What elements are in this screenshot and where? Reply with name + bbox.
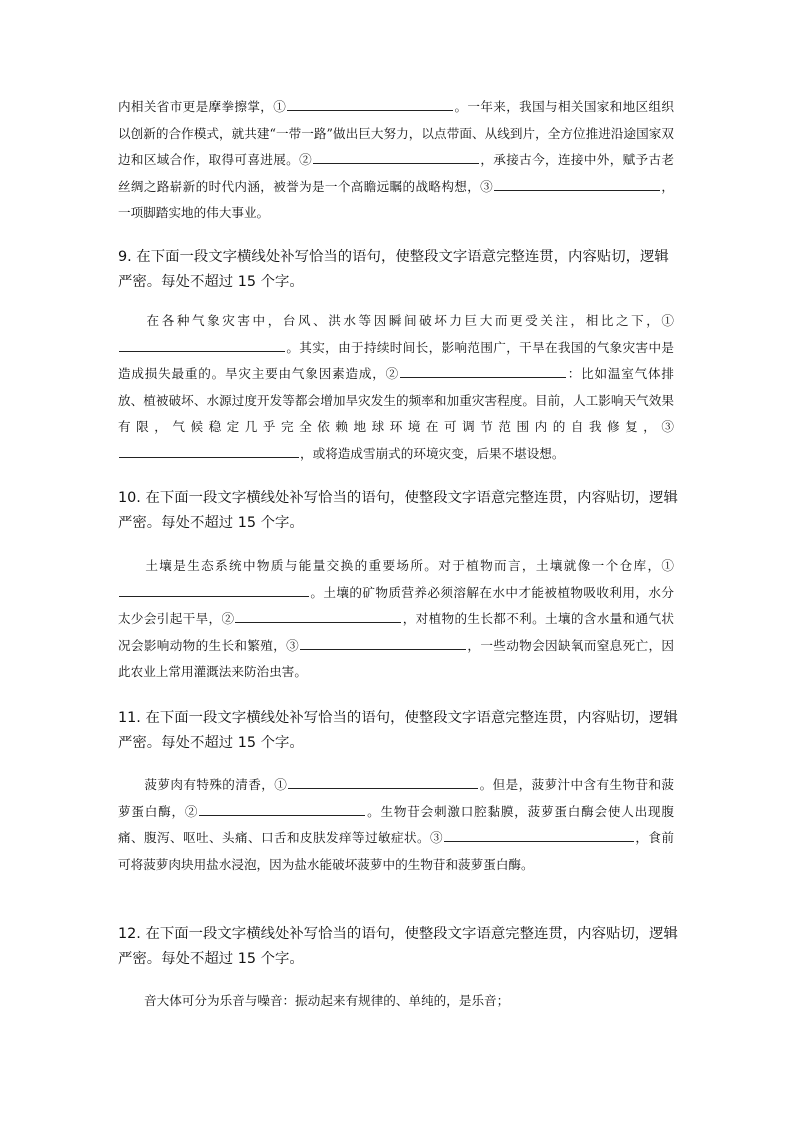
- blank-marker: ①: [274, 777, 288, 792]
- answer-blank-2[interactable]: [235, 607, 401, 623]
- blank-marker: ①: [661, 313, 674, 328]
- question-9-passage: [118, 308, 674, 468]
- passage-text: ：比如温室气体排放、植被破坏、水源过度开发等都会增加旱灾发生的频率和加重灾害程度。目前，人工影响天气效果有限，气候稳定几乎完全依赖地球环境在可调节范围内的自我修复，: [118, 366, 675, 435]
- passage-text: ，或将造成雪崩式的环境灾变，后果不堪设想。: [300, 445, 565, 461]
- passage-8-continuation: [118, 94, 674, 227]
- passage-text: 。土壤的矿物质营养必须溶解在水中才能被植物吸收利用，水分太少会引起干旱，: [118, 584, 674, 627]
- passage-text: ，食前可将菠萝肉块用盐水浸泡，因为盐水能破坏菠萝中的生物苷和菠萝蛋白酶。: [118, 830, 674, 872]
- answer-blank-2[interactable]: [313, 148, 479, 164]
- question-10-passage: [118, 553, 674, 686]
- question-11-title: 11. 在下面一段文字横线处补写恰当的语句，使整段文字语意完整连贯，内容贴切，逻辑严密。每处不超过 15 个字。: [118, 710, 678, 751]
- blank-marker: ③: [430, 830, 443, 846]
- question-10-title: 10. 在下面一段文字横线处补写恰当的语句，使整段文字语意完整连贯，内容贴切，逻辑严密。每处不超过 15 个字。: [118, 490, 678, 531]
- blank-marker: ③: [661, 419, 674, 435]
- passage-text: ，承接古今，连接中外，赋予古老丝绸之路崭新的时代内涵，被誉为是一个高瞻远瞩的战略构想，: [118, 152, 675, 194]
- answer-blank-1[interactable]: [287, 95, 453, 111]
- passage-text: 在各种气象灾害中，台风、洪水等因瞬间破坏力巨大而更受关注，相比之下，: [144, 313, 662, 328]
- passage-text: 音大体可分为乐音与噪音：振动起来有规律的、单纯的，是乐音；: [144, 993, 510, 1008]
- passage-text: ，一项脚踏实地的伟大事业。: [118, 178, 675, 221]
- passage-text: ，对植物的生长都不利。土壤的含水量和通气状况会影响动物的生长和繁殖，: [118, 611, 675, 653]
- answer-blank-3[interactable]: [444, 826, 634, 842]
- blank-marker: ①: [661, 558, 674, 573]
- passage-text: 。生物苷会刺激口腔黏膜，菠萝蛋白酶会使人出现腹痛、腹泻、呕吐、头痛、口舌和皮肤发痒等过敏症状。: [118, 803, 675, 846]
- passage-text: 。其实，由于持续时间长，影响范围广，干旱在我国的气象灾害中是造成损失最重的。旱灾主要由气象因素造成，: [118, 339, 674, 382]
- answer-blank-3[interactable]: [119, 442, 299, 458]
- passage-text: 。一年来，我国与相关国家和地区组织以创新的合作模式，就共建“一带一路”做出巨大努力，以点带面、从线到片，全方位推进沿途国家双边和区域合作，取得可喜进展。: [118, 99, 675, 168]
- answer-blank-1[interactable]: [288, 773, 478, 789]
- answer-blank-2[interactable]: [199, 800, 365, 816]
- question-12-title: 12. 在下面一段文字横线处补写恰当的语句，使整段文字语意完整连贯，内容贴切，逻辑严密。每处不超过 15 个字。: [118, 926, 678, 967]
- passage-text: 。但是，菠萝汁中含有生物苷和菠萝蛋白酶，: [118, 777, 675, 819]
- blank-marker: ②: [184, 803, 199, 819]
- question-9-title: 9. 在下面一段文字横线处补写恰当的语句，使整段文字语意完整连贯，内容贴切，逻辑严密。每处不超过 15 个字。: [118, 249, 669, 290]
- blank-marker: ②: [385, 366, 399, 382]
- answer-blank-3[interactable]: [494, 175, 660, 191]
- answer-blank-2[interactable]: [400, 362, 566, 378]
- question-11-passage: [118, 772, 674, 878]
- answer-blank-1[interactable]: [119, 336, 285, 352]
- blank-marker: ②: [299, 152, 313, 168]
- passage-text: ，一些动物会因缺氧而窒息死亡，因此农业上常用灌溉法来防治虫害。: [118, 637, 675, 680]
- passage-text: 菠萝肉有特殊的清香，: [144, 777, 275, 792]
- answer-blank-3[interactable]: [300, 634, 466, 650]
- blank-marker: ②: [221, 611, 235, 627]
- answer-blank-1[interactable]: [119, 581, 309, 597]
- blank-marker: ③: [480, 178, 494, 194]
- blank-marker: ③: [286, 637, 300, 653]
- passage-text: 土壤是生态系统中物质与能量交换的重要场所。对于植物而言，土壤就像一个仓库，: [144, 558, 662, 573]
- passage-text: 内相关省市更是摩拳擦掌，: [118, 99, 274, 114]
- question-12-passage: [118, 988, 674, 1015]
- blank-marker: ①: [273, 99, 287, 114]
